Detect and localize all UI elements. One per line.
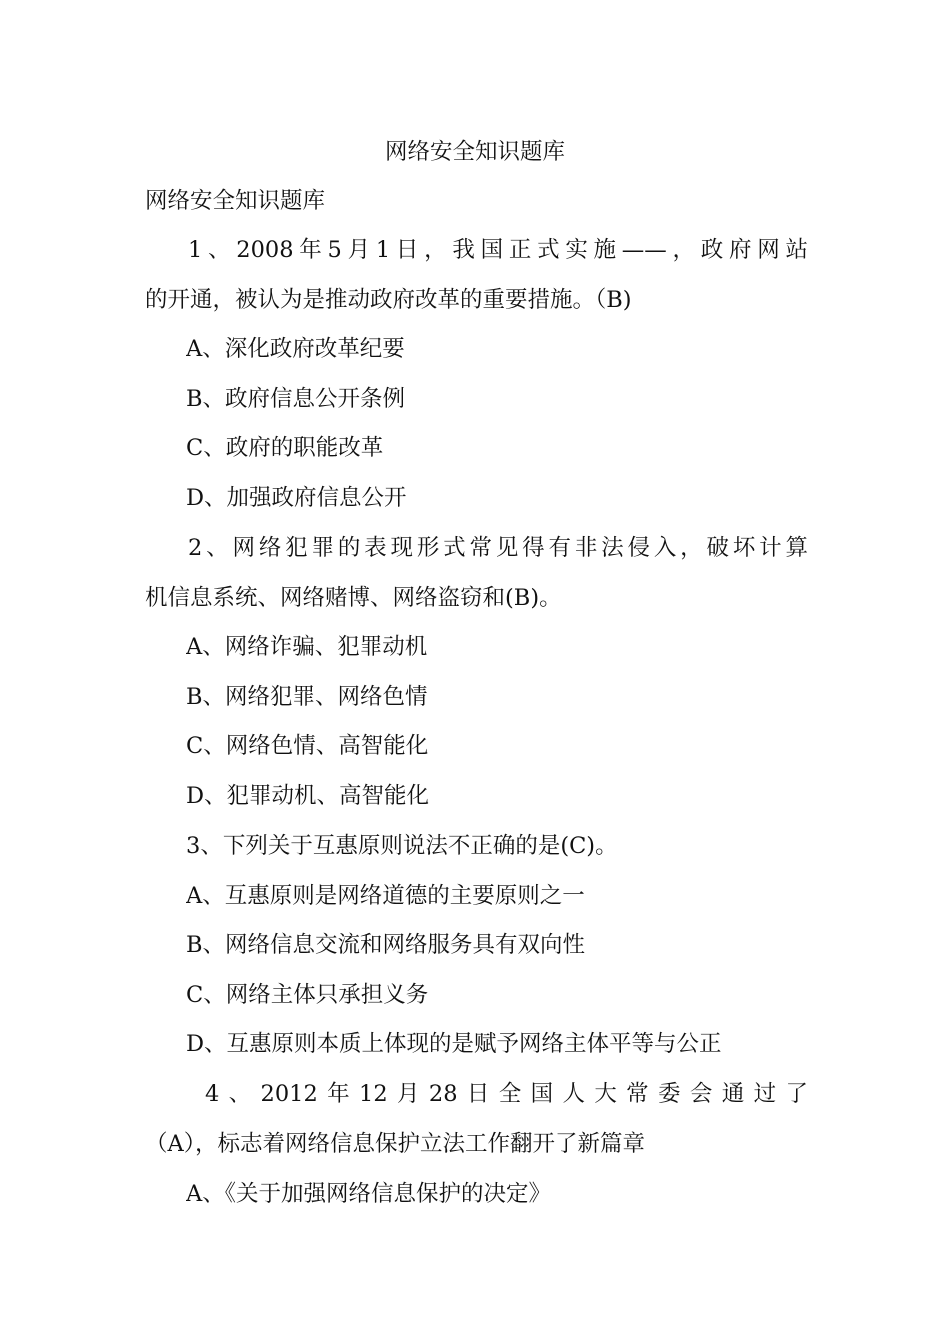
question-3-line-1: 3、下列关于互惠原则说法不正确的是(C)。: [186, 833, 618, 859]
question-1-option-a: A、深化政府改革纪要: [186, 336, 405, 362]
question-2-option-a: A、网络诈骗、犯罪动机: [186, 634, 428, 660]
document-subtitle: 网络安全知识题库: [145, 188, 326, 214]
question-3-option-a: A、互惠原则是网络道德的主要原则之一: [186, 883, 585, 909]
question-2-line-2: 机信息系统、网络赌博、网络盗窃和(B)。: [145, 585, 562, 611]
question-1-line-1: 1、2008年5月1日，我国正式实施——，政府网站: [188, 237, 808, 263]
question-3-option-b: B、网络信息交流和网络服务具有双向性: [186, 932, 586, 958]
question-2-line-1: 2、网络犯罪的表现形式常见得有非法侵入，破坏计算: [188, 535, 808, 561]
question-1-line-2: 的开通，被认为是推动政府改革的重要措施。（B): [145, 287, 632, 313]
question-1-option-b: B、政府信息公开条例: [186, 386, 406, 412]
question-4-line-2: （A），标志着网络信息保护立法工作翻开了新篇章: [145, 1131, 645, 1157]
question-2-option-c: C、网络色情、高智能化: [186, 733, 429, 759]
question-2-option-b: B、网络犯罪、网络色情: [186, 684, 428, 710]
question-3-option-d: D、互惠原则本质上体现的是赋予网络主体平等与公正: [186, 1031, 722, 1057]
question-1-option-d: D、加强政府信息公开: [186, 485, 407, 511]
question-4-line-1: 4、2012年12月28日全国人大常委会通过了: [205, 1081, 808, 1107]
question-3-option-c: C、网络主体只承担义务: [186, 982, 429, 1008]
document-title: 网络安全知识题库: [384, 139, 565, 165]
question-2-option-d: D、犯罪动机、高智能化: [186, 783, 430, 809]
question-1-option-c: C、政府的职能改革: [186, 435, 384, 461]
question-4-option-a: A、《关于加强网络信息保护的决定》: [186, 1181, 551, 1207]
